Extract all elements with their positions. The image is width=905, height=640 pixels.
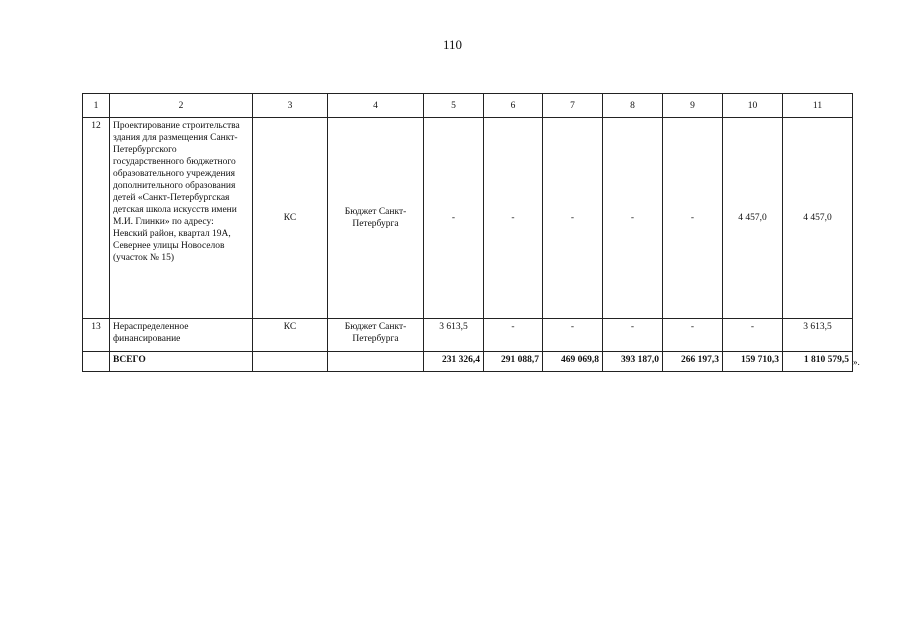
row-number: 12 xyxy=(83,118,110,319)
value-cell: - xyxy=(663,118,723,319)
closing-quote-mark: ». xyxy=(853,357,860,367)
value-cell: - xyxy=(723,319,783,352)
value-cell: - xyxy=(543,319,603,352)
value-cell: - xyxy=(663,319,723,352)
value-cell: 3 613,5 xyxy=(783,319,853,352)
table-row xyxy=(83,118,853,319)
value-cell: - xyxy=(484,118,543,319)
header-cell: 4 xyxy=(328,94,424,118)
value-cell: - xyxy=(603,319,663,352)
total-value: 159 710,3 xyxy=(723,352,783,372)
row-name: Нераспределенное финансирование xyxy=(110,319,253,352)
header-cell: 10 xyxy=(723,94,783,118)
total-value: 231 326,4 xyxy=(424,352,484,372)
total-value: 469 069,8 xyxy=(543,352,603,372)
header-cell: 3 xyxy=(253,94,328,118)
total-label: ВСЕГО xyxy=(110,352,253,372)
budget-table xyxy=(82,93,853,372)
total-row xyxy=(83,352,853,372)
total-value: 266 197,3 xyxy=(663,352,723,372)
header-cell: 11 xyxy=(783,94,853,118)
total-value: 291 088,7 xyxy=(484,352,543,372)
value-cell: 3 613,5 xyxy=(424,319,484,352)
value-cell: - xyxy=(484,319,543,352)
header-cell: 8 xyxy=(603,94,663,118)
header-cell: 6 xyxy=(484,94,543,118)
value-cell: - xyxy=(543,118,603,319)
total-empty-cell xyxy=(328,352,424,372)
value-cell: 4 457,0 xyxy=(723,118,783,319)
value-cell: 4 457,0 xyxy=(783,118,853,319)
total-value: 393 187,0 xyxy=(603,352,663,372)
row-name: Проектирование строительства здания для размещения Санкт-Петербургского государственного бюджетного образовательного учреждения дополнительного образования детей «Санкт-Петербургская детская школа искусств имени М.И. Глинки» по адресу: Невский район, квартал 19А, Севернее улицы Новоселов (участок № 15) xyxy=(110,118,253,319)
row-source: Бюджет Санкт-Петербурга xyxy=(328,118,424,319)
page-number: 110 xyxy=(442,37,463,52)
table-row xyxy=(83,319,853,352)
header-cell: 2 xyxy=(110,94,253,118)
header-cell: 7 xyxy=(543,94,603,118)
row-source: Бюджет Санкт-Петербурга xyxy=(328,319,424,352)
table-header-row xyxy=(83,94,853,118)
header-cell: 1 xyxy=(83,94,110,118)
value-cell: - xyxy=(603,118,663,319)
total-empty-cell xyxy=(253,352,328,372)
header-cell: 9 xyxy=(663,94,723,118)
total-empty-cell xyxy=(83,352,110,372)
value-cell: - xyxy=(424,118,484,319)
row-number: 13 xyxy=(83,319,110,352)
total-value: 1 810 579,5 xyxy=(783,352,853,372)
row-type: КС xyxy=(253,118,328,319)
header-cell: 5 xyxy=(424,94,484,118)
row-type: КС xyxy=(253,319,328,352)
